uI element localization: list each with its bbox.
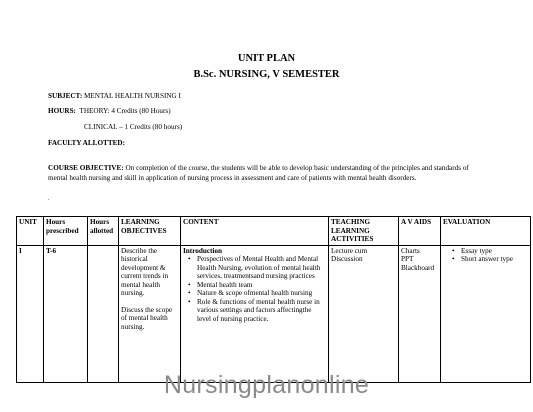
cell-learning-objectives (119, 245, 181, 382)
hours-label: HOURS: (48, 107, 76, 115)
av-aid-item: Charts (401, 246, 420, 255)
objective-item: Discuss the scope of mental health nursing. (121, 305, 173, 331)
header-content: CONTENT (181, 217, 329, 246)
separator-dot: . (48, 196, 50, 202)
content-heading: Introduction (183, 246, 223, 255)
content-list (183, 255, 326, 323)
subject-value: MENTAL HEALTH NURSING I (84, 92, 181, 100)
unit-plan-table (16, 216, 531, 383)
cell-hours-allotted (88, 245, 119, 382)
list-item: • Short answer type (443, 255, 528, 264)
list-item: • Role & functions of mental health nurse in various settings and factors affectingthe level of nursing practice. (183, 298, 326, 324)
hours-line (48, 107, 171, 115)
course-objective (48, 163, 488, 184)
header-unit: UNIT (17, 217, 44, 246)
subject-line (48, 92, 181, 100)
theory-hours: THEORY: 4 Credits (80 Hours) (79, 107, 171, 115)
clinical-hours: CLINICAL – 1 Credits (80 hours) (84, 123, 183, 131)
page-title: UNIT PLAN (237, 53, 296, 64)
list-item: • Essay type (443, 247, 528, 256)
list-item: • Perspectives of Mental Health and Mental Health Nursing, evolution of mental health services, treatmentsand nursing practices (183, 255, 326, 281)
objective-text: On completion of the course, the students will be able to develop basic understanding of the principles and standards of mental health nursing and skill in application of nursing process in assessment and care of patients with mental health disorders. (48, 164, 469, 183)
page-subtitle: B.Sc. NURSING, V SEMESTER (193, 69, 340, 80)
evaluation-list (443, 247, 528, 264)
header-learning-objectives: LEARNING OBJECTIVES (119, 217, 181, 246)
list-item: • Mental health team (183, 281, 326, 290)
cell-hours-prescribed: T-6 (44, 245, 88, 382)
objective-item: Describe the historical development & current trends in mental health nursing. (121, 246, 169, 297)
cell-av-aids (399, 245, 441, 382)
watermark: Nursingplanonline (163, 371, 370, 399)
av-aid-item: Blackboard (401, 263, 435, 272)
objective-label: COURSE OBJECTIVE: (48, 164, 124, 172)
spacer (121, 298, 178, 306)
list-item: • Nature & scope ofmental health nursing (183, 289, 326, 298)
cell-evaluation (441, 245, 531, 382)
cell-teaching-activities: Lecture cum Discussion (329, 245, 399, 382)
cell-unit: I (17, 245, 44, 382)
header-hours-allotted: Hours allotted (88, 217, 119, 246)
header-av-aids: A V AIDS (399, 217, 441, 246)
subject-label: SUBJECT: (48, 92, 83, 100)
header-hours-prescribed: Hours prescribed (44, 217, 88, 246)
header-evaluation: EVALUATION (441, 217, 531, 246)
av-aid-item: PPT (401, 255, 414, 263)
header-teaching-activities: TEACHING LEARNING ACTIVITIES (329, 217, 399, 246)
table-row (17, 245, 531, 382)
cell-content (181, 245, 329, 382)
table-header-row (17, 217, 531, 246)
faculty-allotted-label: FACULTY ALLOTTED: (48, 139, 126, 147)
